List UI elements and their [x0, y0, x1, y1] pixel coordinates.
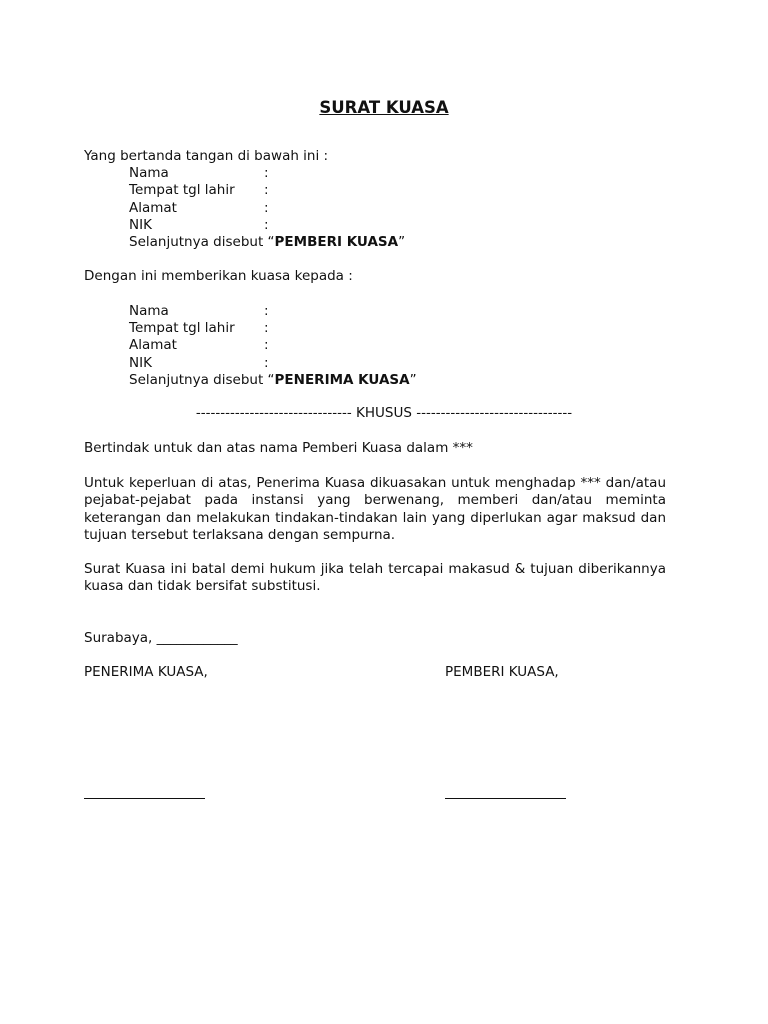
grant-text: Dengan ini memberikan kuasa kepada :	[84, 268, 353, 284]
penerima-signature-line	[84, 798, 205, 799]
pemberi-kuasa-signature-label: PEMBERI KUASA,	[445, 664, 559, 680]
pemberi-kuasa-term: PEMBERI KUASA	[274, 234, 399, 250]
document-title: SURAT KUASA	[319, 98, 449, 117]
pemberi-hereinafter-line	[129, 234, 405, 251]
pemberi-field-tempat-tgl-lahir: Tempat tgl lahir	[129, 182, 235, 198]
hereinafter-suffix: ”	[409, 372, 417, 388]
paragraph-keperluan: Untuk keperluan di atas, Penerima Kuasa dikuasakan untuk menghadap *** dan/atau pejabat-pejabat pada instansi yang berwenang, memberi dan/atau meminta keterangan dan melakukan tindakan-tindakan lain yang diperlukan agar maksud dan tujuan tersebut terlaksana dengan sempurna.	[84, 475, 666, 543]
hereinafter-prefix: Selanjutnya disebut “	[129, 234, 275, 250]
penerima-kuasa-term: PENERIMA KUASA	[274, 372, 410, 388]
penerima-field-alamat: Alamat	[129, 337, 177, 353]
penerima-hereinafter-line	[129, 372, 417, 389]
pemberi-field-alamat: Alamat	[129, 200, 177, 216]
penerima-field-nama: Nama	[129, 303, 169, 319]
penerima-colon-nik: :	[264, 355, 269, 371]
penerima-kuasa-signature-label: PENERIMA KUASA,	[84, 664, 208, 680]
pemberi-field-nama: Nama	[129, 165, 169, 181]
pemberi-field-nik: NIK	[129, 217, 152, 233]
hereinafter-prefix: Selanjutnya disebut “	[129, 372, 275, 388]
penerima-colon-nama: :	[264, 303, 269, 319]
pemberi-colon-alamat: :	[264, 200, 269, 216]
pemberi-colon-nama: :	[264, 165, 269, 181]
pemberi-signature-line	[445, 798, 566, 799]
paragraph-batal-demi-hukum: Surat Kuasa ini batal demi hukum jika telah tercapai makasud & tujuan diberikannya kuasa dan tidak bersifat substitusi.	[84, 561, 666, 595]
penerima-colon-tempat-tgl-lahir: :	[264, 320, 269, 336]
penerima-field-nik: NIK	[129, 355, 152, 371]
place-date: Surabaya, ____________	[84, 630, 238, 646]
pemberi-colon-tempat-tgl-lahir: :	[264, 182, 269, 198]
penerima-colon-alamat: :	[264, 337, 269, 353]
pemberi-colon-nik: :	[264, 217, 269, 233]
penerima-field-tempat-tgl-lahir: Tempat tgl lahir	[129, 320, 235, 336]
paragraph-bertindak: Bertindak untuk dan atas nama Pemberi Kuasa dalam ***	[84, 440, 473, 456]
khusus-divider: -------------------------------- KHUSUS --------------------------------	[195, 405, 573, 421]
hereinafter-suffix: ”	[398, 234, 406, 250]
intro-text: Yang bertanda tangan di bawah ini :	[84, 148, 329, 164]
